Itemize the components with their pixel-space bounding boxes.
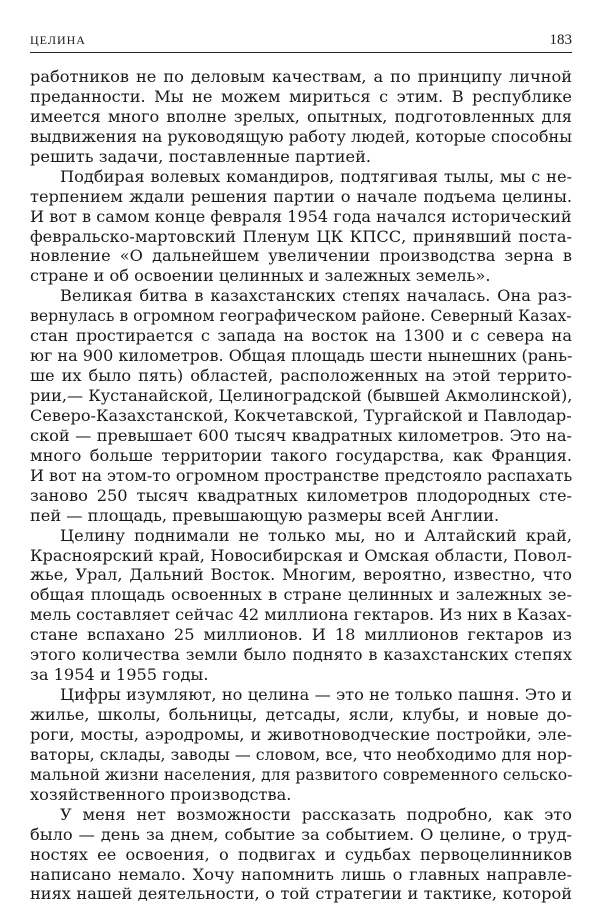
text-line: имеется много вполне зрелых, опытных, подготовленных для (30, 106, 572, 126)
text-line: решить задачи, поставленные партией. (30, 146, 372, 166)
text-line: ниях нашей деятельности, о той стратегии и тактике, которой (30, 884, 572, 904)
text-line: роги, мосты, аэродромы, и животноводческие постройки, эле- (30, 724, 572, 744)
text-line: И вот на этом-то огромном пространстве предстояло распахать (30, 465, 573, 485)
text-line: общая площадь освоенных в стране целинных и залежных зе- (30, 585, 572, 605)
text-line: ностях ее освоения, о подвигах и судьбах первоцелинников (30, 844, 572, 864)
paragraph (30, 805, 572, 904)
text-line: Целину поднимали не только мы, но и Алтайский край, (60, 525, 572, 545)
text-line: вернулась в огромном географическом районе. Северный Казах- (30, 306, 572, 326)
text-line: написано немало. Хочу напомнить лишь о главных направле- (30, 864, 572, 884)
paragraph (30, 286, 572, 525)
text-line: ской — превышает 600 тысяч квадратных километров. Это на- (30, 425, 572, 445)
running-header (30, 30, 572, 53)
paragraph (30, 685, 572, 805)
text-line: Великая битва в казахстанских степях началась. Она раз- (60, 286, 572, 306)
text-line: этого количества земли было поднято в казахстанских степях (30, 645, 572, 665)
text-line: жилье, школы, больницы, детсады, ясли, клубы, и новые до- (30, 705, 572, 724)
text-line: У меня нет возможности рассказать подробно, как это (60, 804, 572, 824)
text-line: терпением ждали решения партии о начале подъема целины. (30, 186, 572, 206)
paragraph (30, 526, 572, 686)
text-line: стране и об освоении целинных и залежных земель». (30, 266, 491, 286)
text-line: мель составляет сейчас 42 миллиона гектаров. Из них в Казах- (30, 605, 572, 625)
text-line: за 1954 и 1955 годы. (30, 665, 209, 685)
text-line: много больше территории такого государства, как Франция. (30, 445, 572, 465)
text-line: февральско-мартовский Пленум ЦК КПСС, принявший поста- (30, 226, 572, 246)
text-line: работников не по деловым качествам, а по принципу личной (30, 67, 572, 86)
text-line: жье, Урал, Дальний Восток. Многим, вероятно, известно, что (30, 565, 572, 585)
text-line: хозяйственного производства. (30, 784, 292, 804)
text-line: стане вспахано 25 миллионов. И 18 миллионов гектаров из (30, 625, 572, 645)
running-title: ЦЕЛИНА (30, 33, 86, 47)
paragraph (30, 167, 572, 287)
text-line: преданности. Мы не можем мириться с этим. В республике (30, 86, 572, 106)
text-line: ваторы, склады, заводы — словом, все, что необходимо для нор- (30, 744, 573, 764)
text-line: рии,— Кустанайской, Целиноградской (бывшей Акмолинской), (30, 386, 573, 405)
body-text (30, 67, 572, 904)
text-line: выдвижения на руководящую работу людей, которые способны (30, 126, 572, 146)
text-line: юг на 900 километров. Общая площадь шести нынешних (рань- (30, 346, 573, 366)
text-line: заново 250 тысяч квадратных километров плодородных сте- (30, 485, 572, 505)
paragraph (30, 67, 572, 167)
text-line: И вот в самом конце февраля 1954 года начался исторический (30, 206, 572, 226)
text-line: Красноярский край, Новосибирская и Омская области, Повол- (30, 545, 572, 565)
text-line: ше их было пять) областей, расположенных на этой террито- (30, 366, 572, 386)
text-line: мальной жизни населения, для развитого современного сельско- (30, 764, 573, 784)
text-line: новление «О дальнейшем увеличении производства зерна в (30, 246, 572, 266)
page-number: 183 (549, 32, 572, 48)
text-line: Северо-Казахстанской, Кокчетавской, Тургайской и Павлодар- (30, 405, 572, 425)
text-line: пей — площадь, превышающую размеры всей Англии. (30, 505, 500, 525)
text-line: было — день за днем, событие за событием. О целине, о труд- (30, 824, 572, 844)
text-line: стан простирается с запада на восток на 1300 и с севера на (30, 326, 572, 346)
text-line: Подбирая волевых командиров, подтягивая тылы, мы с не- (60, 166, 572, 186)
text-line: Цифры изумляют, но целина — это не только пашня. Это и (60, 685, 572, 705)
